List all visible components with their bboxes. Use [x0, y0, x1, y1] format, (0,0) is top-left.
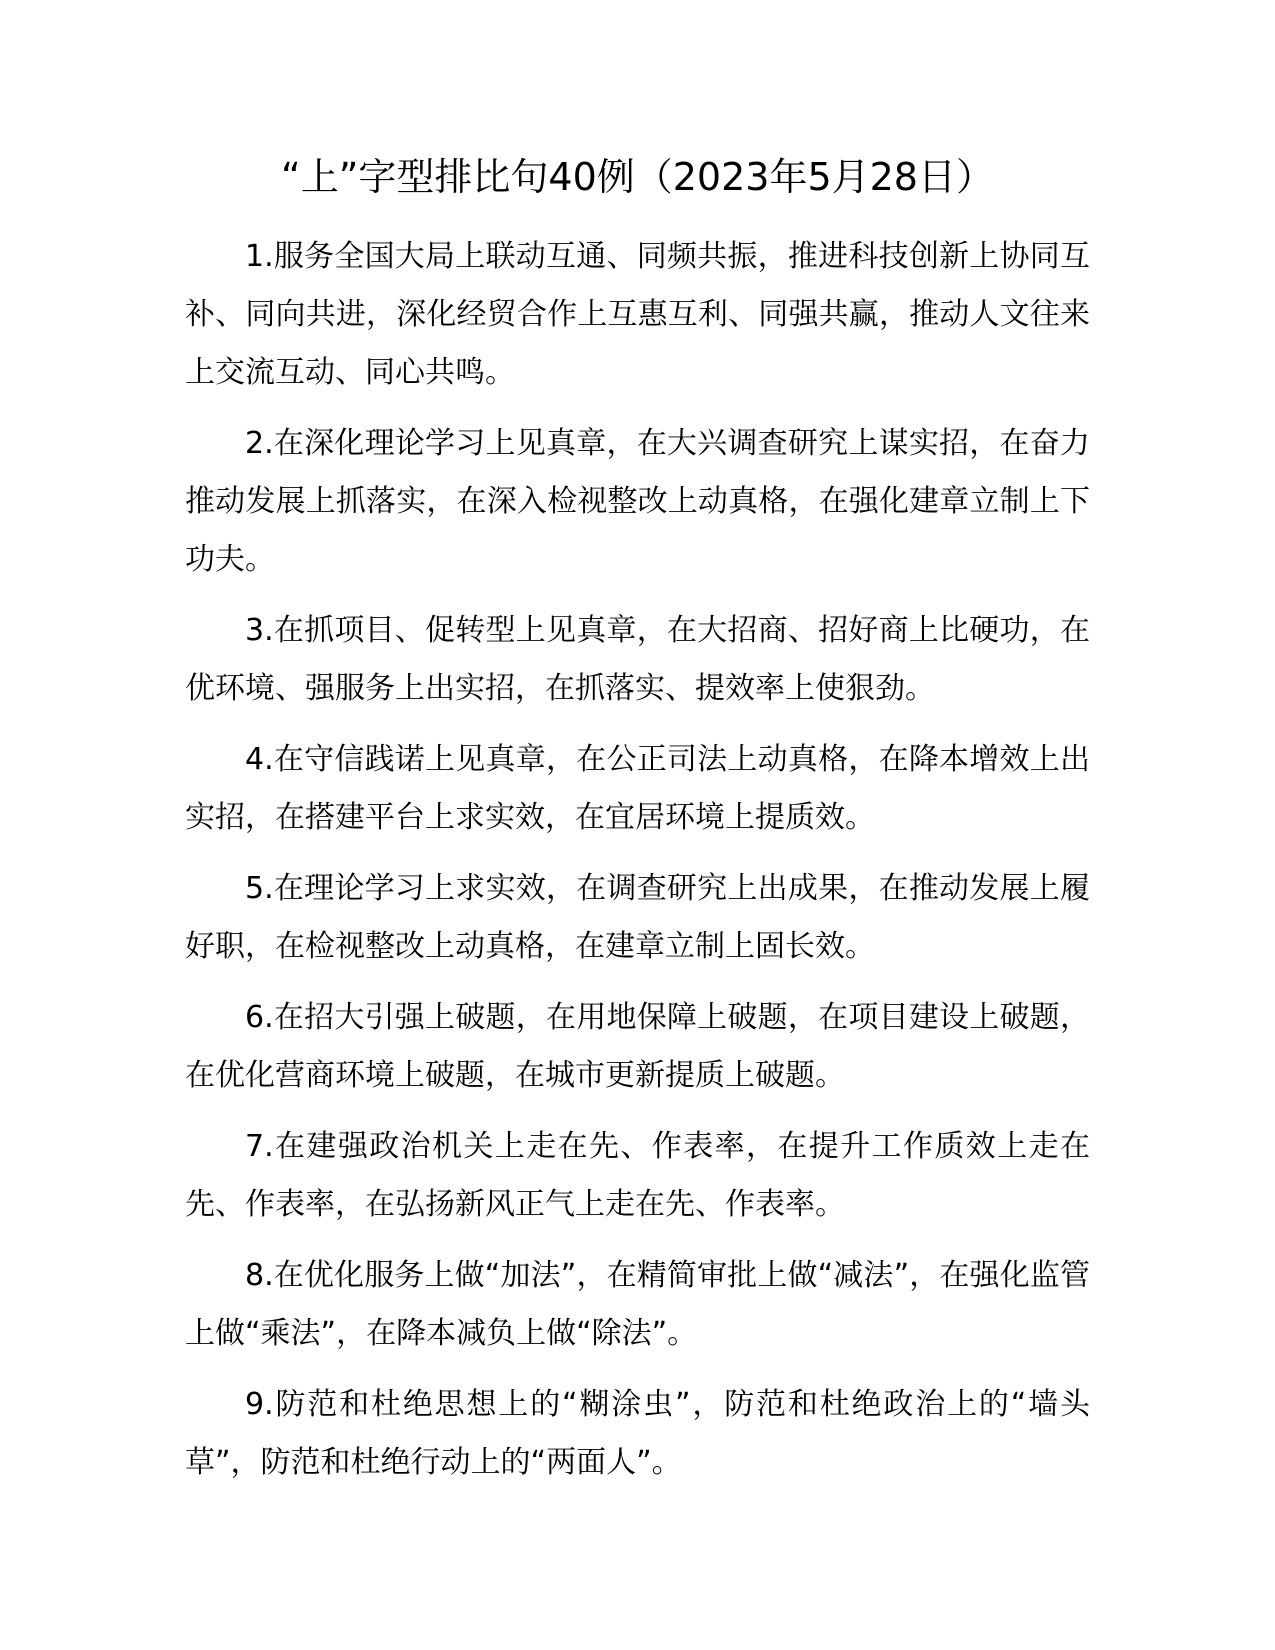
paragraph-7: 7.在建强政治机关上走在先、作表率，在提升工作质效上走在先、作表率，在弘扬新风正气上走在先、作表率。: [185, 1129, 1090, 1222]
paragraph-1: 1.服务全国大局上联动互通、同频共振，推进科技创新上协同互补、同向共进，深化经贸合作上互惠互利、同强共赢，推动人文往来上交流互动、同心共鸣。: [185, 239, 1090, 390]
document-title: “上”字型排比句40例（2023年5月28日）: [281, 155, 994, 199]
paragraph-5: 5.在理论学习上求实效，在调查研究上出成果，在推动发展上履好职，在检视整改上动真格，在建章立制上固长效。: [185, 871, 1090, 964]
paragraph-8: 8.在优化服务上做“加法”，在精简审批上做“减法”，在强化监管上做“乘法”，在降本减负上做“除法”。: [185, 1258, 1090, 1351]
paragraph-3: 3.在抓项目、促转型上见真章，在大招商、招好商上比硬功，在优环境、强服务上出实招，在抓落实、提效率上使狠劲。: [185, 613, 1090, 706]
paragraph-9: 9.防范和杜绝思想上的“糊涂虫”，防范和杜绝政治上的“墙头草”，防范和杜绝行动上的“两面人”。: [185, 1387, 1090, 1480]
document-body: [185, 228, 1090, 1505]
paragraph-2: 2.在深化理论学习上见真章，在大兴调查研究上谋实招，在奋力推动发展上抓落实，在深入检视整改上动真格，在强化建章立制上下功夫。: [185, 426, 1090, 577]
paragraph-4: 4.在守信践诺上见真章，在公正司法上动真格，在降本增效上出实招，在搭建平台上求实效，在宜居环境上提质效。: [185, 742, 1090, 835]
paragraph-6: 6.在招大引强上破题，在用地保障上破题，在项目建设上破题，在优化营商环境上破题，在城市更新提质上破题。: [185, 1000, 1090, 1093]
